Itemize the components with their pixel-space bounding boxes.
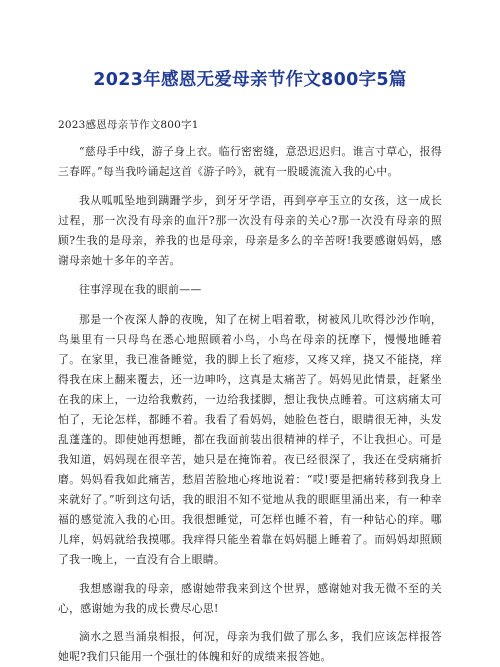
paragraph-gratitude: 我想感谢我的母亲，感谢她带我来到这个世界，感谢她对我无微不至的关心，感谢她为我的成长费尽心思! xyxy=(58,582,442,615)
paragraph-memory-intro: 往事浮现在我的眼前—— xyxy=(79,283,202,296)
document-subtitle: 2023感恩母亲节作文800字1 xyxy=(58,119,199,131)
document-title: 2023年感恩无爱母亲节作文800字5篇 xyxy=(93,70,407,90)
paragraph-night-story: 那是一个夜深人静的夜晚，知了在树上唱着歌，树被风儿吹得沙沙作响，鸟巢里有一只母鸟在悉心地照顾着小鸟，小鸟在母亲的抚摩下，慢慢地睡着了。在家里，我已准备睡觉，我的脚上长了疱疹，又疼又痒，挠又不能挠，痒得我在床上翻来覆去，还一边呻吟，这真是太痛苦了。妈妈见此情景，赶紧坐在我的床上，一边给我敷药，一边给我揉脚，想让我快点睡着。可这病痛太可怕了，无论怎样，都睡不着。我看了看妈妈，她脸色苍白，眼睛很无神，头发乱蓬蓬的。即使她再想睡，都在我面前装出很精神的样子，不让我担心。可是我知道，妈妈现在很辛苦，她只是在掩饰着。夜已经很深了，我还在受病痛折磨。妈妈看我如此痛苦，愁眉苦脸地心疼地说着：“哎!要是把痛转移到我身上来就好了。”听到这句话，我的眼泪不知不觉地从我的眼眶里涌出来，有一种幸福的感觉流入我的心田。我很想睡觉，可怎样也睡不着，有一种钻心的痒。哪儿痒，妈妈就给我摸哪。我痒得只能坐着靠在妈妈腿上睡着了。而妈妈却照顾了我一晚上，一直没有合上眼睛。 xyxy=(58,313,442,566)
paragraph-growing-up: 我从呱呱坠地到蹒跚学步，到牙牙学语，再到亭亭玉立的女孩，这一成长过程，那一次没有母亲的血汗?那一次没有母亲的关心?那一次没有母亲的照顾?生我的是母亲，养我的也是母亲，母亲是多么的辛苦呀!我要感谢妈妈，感谢母亲她十多年的辛苦。 xyxy=(58,194,442,267)
paragraph-repay: 滴水之恩当涌泉相报，何况，母亲为我们做了那么多，我们应该怎样报答她呢?我们只能用一个强壮的体魄和好的成绩来报答她。 xyxy=(58,630,442,663)
paragraph-poem: “慈母手中线，游子身上衣。临行密密缝，意恐迟迟归。谁言寸草心，报得三春晖。”每当我吟诵起这首《游子吟》，就有一股暖流流入我的心中。 xyxy=(58,145,442,178)
